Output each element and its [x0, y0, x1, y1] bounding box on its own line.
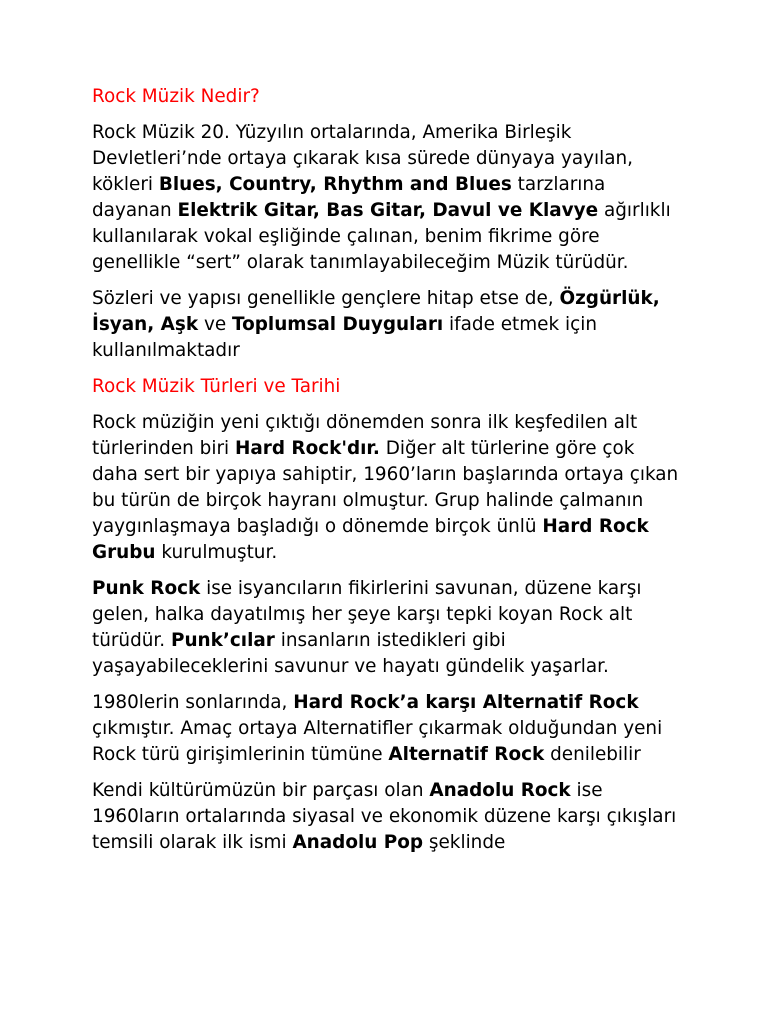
text-run: şeklinde [423, 832, 506, 853]
text-run: Sözleri ve yapısı genellikle gençlere hitap etse de, [92, 288, 560, 309]
document-body [92, 84, 684, 866]
text-run: ise isyancıların fikirlerini savunan, düzene karşı gelen, halka dayatılmış her şeye karşı tepki koyan Rock alt türüdür. [92, 578, 642, 651]
bold-run: Hard Rock’a karşı Alternatif Rock [293, 692, 639, 713]
text-run: Diğer alt türlerine göre çok daha sert bir yapıya sahiptir, 1960’ların başlarında ortaya çıkan bu türün de birçok hayranı olmuştur. Grup halinde çalmanın yaygınlaşmaya başladığı o dönemde birçok ünlü [92, 438, 679, 537]
paragraph-lyrics [92, 286, 684, 364]
bold-run: Anadolu Rock [429, 780, 571, 801]
text-run: Rock Müzik 20. Yüzyılın ortalarında, Amerika Birleşik Devletleri’nde ortaya çıkarak kısa sürede dünyaya yayılan, kökleri [92, 122, 634, 195]
paragraph-definition [92, 120, 684, 276]
bold-run: Anadolu Pop [292, 832, 424, 853]
text-run: kurulmuştur. [155, 542, 278, 563]
text-run: 1980lerin sonlarında, [92, 692, 294, 713]
text-run: Rock müziğin yeni çıktığı dönemden sonra ilk keşfedilen alt türlerinden biri [92, 412, 638, 459]
paragraph-alternatif-rock [92, 690, 684, 768]
bold-run: Hard Rock Grubu [92, 516, 649, 563]
paragraph-hard-rock [92, 410, 684, 566]
bold-run: Punk’cılar [170, 630, 275, 651]
bold-run: Blues, Country, Rhythm and Blues [158, 174, 512, 195]
text-run: ağırlıklı kullanılarak vokal eşliğinde çalınan, benim fikrime göre genellikle “sert” olarak tanımlayabileceğim Müzik türüdür. [92, 200, 671, 273]
bold-run: Elektrik Gitar, Bas Gitar, Davul ve Klavye [177, 200, 599, 221]
paragraph-anadolu-rock [92, 778, 684, 856]
bold-run: Alternatif Rock [388, 744, 545, 765]
text-run: Kendi kültürümüzün bir parçası olan [92, 780, 430, 801]
heading-rock-muzik-turleri: Rock Müzik Türleri ve Tarihi [92, 376, 341, 397]
text-run: insanların istedikleri gibi yaşayabileceklerini savunur ve hayatı gündelik yaşarlar. [92, 630, 609, 677]
paragraph-punk-rock [92, 576, 684, 680]
bold-run: Hard Rock'dır. [234, 438, 380, 459]
text-run: tarzlarına dayanan [92, 174, 606, 221]
text-run: ifade etmek için kullanılmaktadır [92, 314, 597, 361]
text-run: ve [198, 314, 232, 335]
bold-run: Toplumsal Duyguları [231, 314, 444, 335]
text-run: denilebilir [544, 744, 641, 765]
bold-run: Punk Rock [92, 578, 201, 599]
text-run: çıkmıştır. Amaç ortaya Alternatifler çıkarmak olduğundan yeni Rock türü girişimlerinin tümüne [92, 718, 663, 765]
bold-run: Özgürlük, İsyan, Aşk [92, 288, 660, 335]
text-run: ise 1960ların ortalarında siyasal ve ekonomik düzene karşı çıkışları temsili olarak ilk ismi [92, 780, 677, 853]
heading-rock-muzik-nedir: Rock Müzik Nedir? [92, 86, 260, 107]
